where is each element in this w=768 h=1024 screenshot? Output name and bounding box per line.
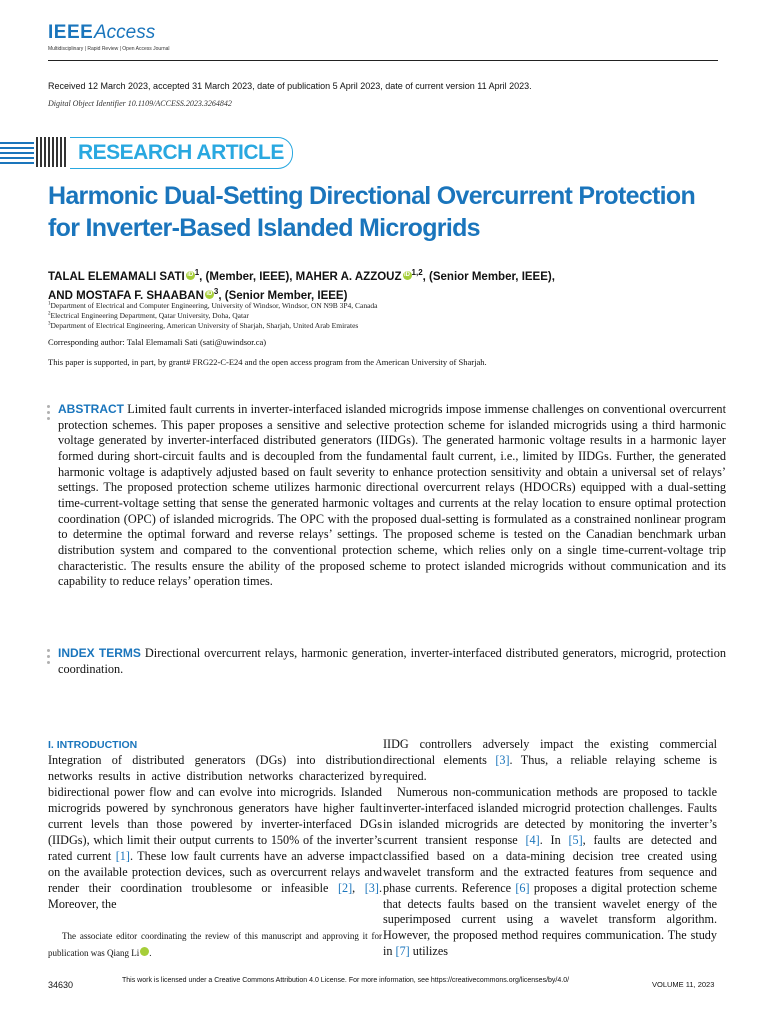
funding-note: This paper is supported, in part, by grant# FRG22-C-E24 and the open access program from the American University of Sharjah. — [48, 357, 487, 367]
citation-link[interactable]: [6] — [515, 880, 530, 895]
research-article-badge: RESEARCH ARTICLE — [70, 137, 293, 169]
badge-stripes-graphic — [0, 136, 70, 168]
intro-paragraph: Integration of distributed generators (DGs) into distribution networks results in active distribution networks characterized by bidirectional power flow and can evolve into microgrids. Islanded microgrids powered by synchronous generators have higher fault current levels than those powered by inverter-interfaced DGs (IIDGs), which limit their output currents to 150% of the inverter’s rated current [1]. These low fault currents have an adverse impact on the available protection devices, such as overcurrent relays and render their coordination troublesome or infeasible [2], [3]. Moreover, the — [48, 753, 382, 911]
editor-note: The associate editor coordinating the review of this manuscript and approving it for publication was Qiang Li iD. — [48, 931, 382, 958]
orcid-icon[interactable]: iD — [206, 290, 213, 297]
citation-link[interactable]: [1] — [115, 848, 130, 863]
orcid-icon[interactable]: iD — [140, 947, 149, 956]
corresponding-author: Corresponding author: Talal Elemamali Sati (sati@uwindsor.ca) — [48, 337, 267, 347]
abstract-label: ABSTRACT — [58, 402, 124, 416]
received-dates: Received 12 March 2023, accepted 31 March 2023, date of publication 5 April 2023, date of current version 11 April 2023. — [48, 81, 532, 91]
affiliation-marker: 1,2 — [411, 268, 423, 277]
affiliation: $^3$Department of Electrical Engineering, American University of Sharjah, Sharjah, United Arab Emirates — [48, 321, 359, 330]
intro-left-column — [48, 753, 382, 913]
abstract — [58, 402, 726, 590]
orcid-icon[interactable]: iD — [187, 271, 194, 278]
citation-link[interactable]: [3] — [364, 880, 379, 895]
abstract-text: Limited fault currents in inverter-interfaced islanded microgrids impose immense challenges on conventional overcurrent protection schemes. This paper proposes a sensitive and selective protection scheme for islanded microgrids using a third harmonic voltage generated by inverter-interfaced distributed generators (IIDGs). The generated harmonic voltage results in a harmonic layer formed during short-circuit faults and is decoupled from the fundamental fault current, i.e., limited by IIDGs. Further, the generated harmonic voltage is adaptively adjusted based on fault severity to enhance protection sensitivity and obtain a universal set of relays’ settings. The proposed protection scheme utilizes harmonic directional overcurrent relays (HDOCRs) equipped with a dual-setting time-current-voltage setting that sense the generated harmonic voltages and currents at the relay location to ensure optimal protection coordination (OPC) of islanded microgrids. The OPC with the proposed dual-setting is formulated as a constrained nonlinear program to determine the optimal forward and reverse relays’ settings. The proposed scheme is tested on the Canadian benchmark urban distribution system and compared to the conventional protection scheme, which relies only on a single time-current-voltage trip characteristic. The results ensure the ability of the proposed scheme to protect islanded microgrids without communication and its capability to reduce relays’ operation times. — [58, 402, 727, 589]
intro-paragraph: Numerous non-communication methods are proposed to tackle inverter-interfaced islanded microgrid protection challenges. Faults in islanded microgrids are detected by monitoring the inverter’s current transient response [4]. In [5], faults are detected and classified based on a data-mining decision tree created using wavelet transform and the extracted features from sequence and phase currents. Reference [6] proposes a digital protection scheme that detects faults based on the transient wavelet energy of the superimposed current using a wavelet transform algorithm. However, the proposed method requires communication. The study in [7] utilizes — [383, 784, 717, 959]
citation-link[interactable]: [5] — [568, 832, 583, 847]
citation-link[interactable]: [7] — [395, 944, 410, 959]
index-terms-text: Directional overcurrent relays, harmonic generation, inverter-interfaced distributed generators, microgrid, protection coordination. — [58, 646, 727, 676]
section-heading: I. INTRODUCTION — [48, 739, 138, 751]
abstract-dots-icon — [47, 405, 50, 423]
index-terms — [58, 646, 726, 677]
author-line-2 — [48, 287, 347, 302]
affiliation: $^2$Electrical Engineering Department, Qatar University, Doha, Qatar — [48, 311, 249, 320]
page-number: 34630 — [48, 980, 74, 990]
orcid-icon[interactable]: iD — [404, 271, 411, 278]
logo-tagline: Multidisciplinary | Rapid Review | Open Access Journal — [48, 46, 170, 52]
author-name: MAHER A. AZZOUZ — [295, 270, 402, 283]
access-logo: Access — [94, 22, 156, 43]
affiliation-marker: 1 — [194, 268, 200, 277]
author-name: TALAL ELEMAMALI SATI — [48, 270, 185, 283]
ieee-logo: IEEE — [48, 22, 94, 43]
index-terms-label: INDEX TERMS — [58, 646, 141, 660]
author-role: , (Member, IEEE), — [199, 270, 296, 283]
doi: Digital Object Identifier 10.1109/ACCESS.2023.3264842 — [48, 99, 232, 108]
intro-right-column — [383, 737, 717, 960]
author-name: AND MOSTAFA F. SHAABAN — [48, 289, 204, 302]
license-note[interactable]: This work is licensed under a Creative Commons Attribution 4.0 License. For more information, see https://creativecommons.org/licenses/by/4.0/ — [122, 977, 570, 984]
citation-link[interactable]: [2] — [337, 880, 353, 895]
index-terms-dots-icon — [47, 649, 50, 667]
citation-link[interactable]: [3] — [495, 752, 510, 767]
author-role: , (Senior Member, IEEE) — [218, 289, 348, 302]
paper-title: Harmonic Dual-Setting Directional Overcurrent Protection for Inverter-Based Islanded Microgrids — [48, 182, 696, 242]
affiliation-marker: 3 — [213, 287, 219, 296]
intro-paragraph: IIDG controllers adversely impact the existing commercial directional elements [3]. Thus, a reliable relaying scheme is required. — [383, 737, 717, 783]
author-line-1 — [48, 268, 555, 283]
author-role: , (Senior Member, IEEE), — [422, 270, 555, 283]
citation-link[interactable]: [4] — [525, 832, 540, 847]
volume-label: VOLUME 11, 2023 — [652, 980, 715, 989]
affiliation: $^1$Department of Electrical and Computer Engineering, University of Windsor, Windsor, ON N9B 3P4, Canada — [48, 301, 378, 310]
header-rule — [48, 60, 718, 61]
